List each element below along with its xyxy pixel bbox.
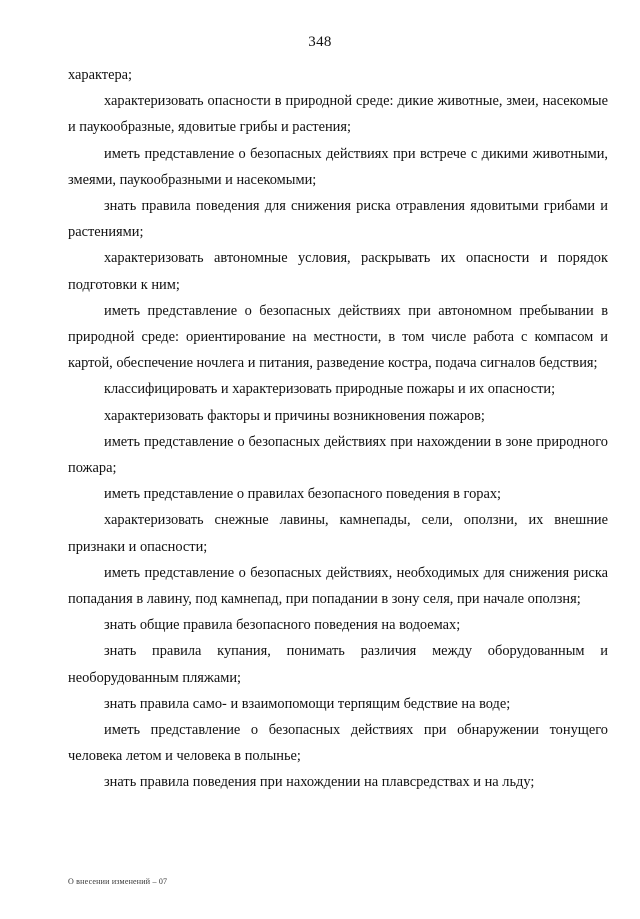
- paragraph: знать правила поведения для снижения риска отравления ядовитыми грибами и растениями;: [68, 198, 608, 241]
- paragraph: иметь представление о безопасных действиях при нахождении в зоне природного пожара;: [68, 433, 608, 477]
- paragraph: характеризовать опасности в природной среде: дикие животные, змеи, насекомые и паукообразные, ядовитые грибы и растения;: [68, 93, 608, 136]
- paragraph: знать общие правила безопасного поведения на водоемах;: [104, 617, 461, 634]
- paragraph: характеризовать снежные лавины, камнепады, сели, оползни, их внешние признаки и опасности;: [68, 512, 608, 555]
- paragraph: знать правила само- и взаимопомощи терпящим бедствие на воде;: [104, 695, 511, 712]
- paragraph: иметь представление о безопасных действиях, необходимых для снижения риска попадания в лавину, под камнепад, при попадании в зону селя, при начале оползня;: [68, 564, 608, 608]
- paragraph: характеризовать автономные условия, раскрывать их опасности и порядок подготовки к ним;: [68, 250, 608, 293]
- paragraph: классифицировать и характеризовать природные пожары и их опасности;: [104, 381, 556, 398]
- paragraph: иметь представление о правилах безопасного поведения в горах;: [104, 486, 502, 503]
- page-footer: О внесении изменений – 07: [68, 877, 168, 886]
- paragraph: иметь представление о безопасных действиях при автономном пребывании в природной среде: ориентирование на местности, в том числе работа с компасом и картой, обеспечение ночлега и питания, разведение костра, подача сигналов бедствия;: [68, 302, 608, 372]
- paragraph: иметь представление о безопасных действиях при обнаружении тонущего человека летом и человека в полынье;: [68, 722, 608, 765]
- paragraph: характера;: [68, 67, 133, 83]
- paragraph: знать правила поведения при нахождении на плавсредствах и на льду;: [104, 774, 535, 791]
- paragraph: характеризовать факторы и причины возникновения пожаров;: [104, 407, 485, 424]
- page-number: 348: [308, 34, 332, 50]
- paragraph: знать правила купания, понимать различия между оборудованным и необорудованным пляжами;: [68, 643, 608, 686]
- document-body: [68, 62, 608, 796]
- paragraph: иметь представление о безопасных действиях при встрече с дикими животными, змеями, паукообразными и насекомыми;: [68, 145, 608, 188]
